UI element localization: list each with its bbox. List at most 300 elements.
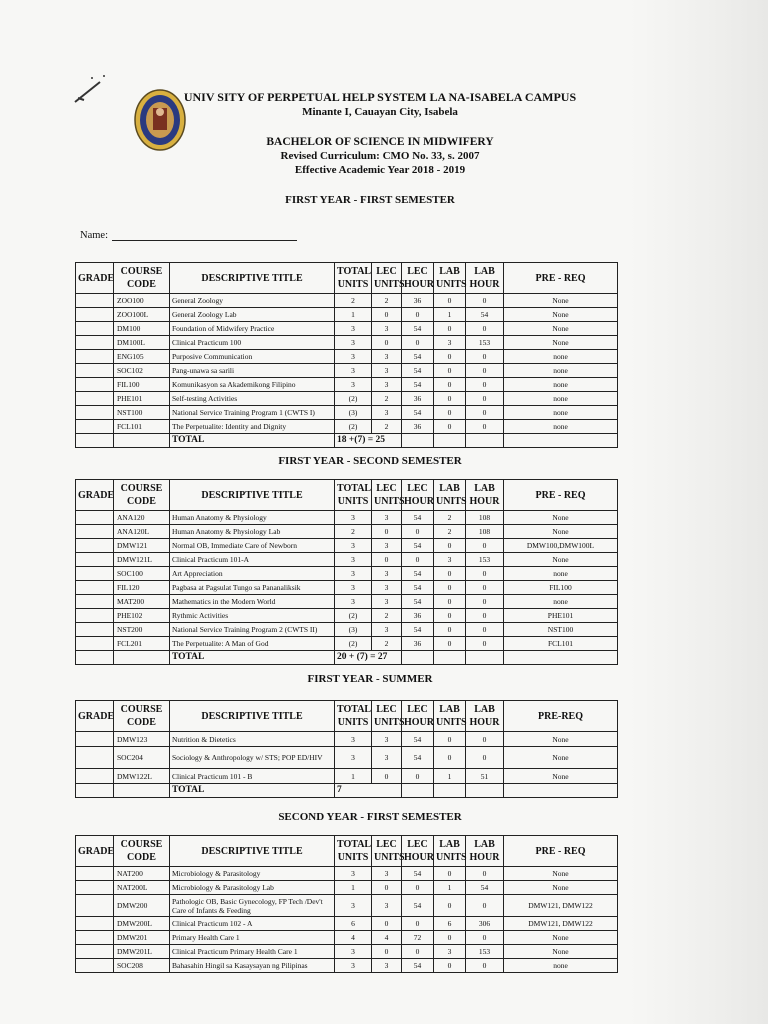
- total-label: TOTAL: [170, 651, 335, 665]
- total-row: [76, 784, 618, 798]
- page-shadow: [630, 0, 768, 1024]
- unit-cell: 0: [434, 732, 466, 747]
- grade-cell: [76, 378, 114, 392]
- course-title: National Service Training Program 2 (CWTS II): [170, 623, 335, 637]
- column-header: LAB UNITS: [434, 836, 466, 867]
- prereq-cell: none: [504, 595, 618, 609]
- unit-cell: 0: [466, 294, 504, 308]
- column-header: LAB HOUR: [466, 480, 504, 511]
- column-header: COURSE CODE: [114, 480, 170, 511]
- prereq-cell: FCL101: [504, 637, 618, 651]
- course-title: Art Appreciation: [170, 567, 335, 581]
- unit-cell: 0: [434, 747, 466, 769]
- course-code: FCL101: [114, 420, 170, 434]
- unit-cell: 54: [402, 511, 434, 525]
- unit-cell: 0: [402, 553, 434, 567]
- unit-cell: 3: [335, 322, 372, 336]
- table-row: [76, 336, 618, 350]
- unit-cell: 54: [466, 308, 504, 322]
- unit-cell: 3: [335, 867, 372, 881]
- column-header: TOTAL UNITS: [335, 263, 372, 294]
- unit-cell: 36: [402, 637, 434, 651]
- unit-cell: 0: [466, 581, 504, 595]
- unit-cell: 0: [466, 959, 504, 973]
- grade-cell: [76, 732, 114, 747]
- table-row: [76, 322, 618, 336]
- column-header: TOTAL UNITS: [335, 836, 372, 867]
- unit-cell: 3: [434, 336, 466, 350]
- course-code: DMW200: [114, 895, 170, 917]
- unit-cell: (2): [335, 637, 372, 651]
- grade-cell: [76, 867, 114, 881]
- section-title: FIRST YEAR - FIRST SEMESTER: [285, 194, 455, 206]
- program-title: BACHELOR OF SCIENCE IN MIDWIFERY: [266, 136, 494, 148]
- unit-cell: 3: [335, 350, 372, 364]
- unit-cell: 0: [466, 392, 504, 406]
- table-row: [76, 553, 618, 567]
- grade-cell: [76, 567, 114, 581]
- unit-cell: 0: [466, 420, 504, 434]
- unit-cell: 1: [434, 769, 466, 784]
- unit-cell: 0: [466, 595, 504, 609]
- course-code: NAT200: [114, 867, 170, 881]
- unit-cell: 3: [372, 895, 402, 917]
- unit-cell: 0: [434, 364, 466, 378]
- table-row: [76, 581, 618, 595]
- table-row: [76, 539, 618, 553]
- table-row: [76, 378, 618, 392]
- unit-cell: 0: [466, 732, 504, 747]
- grade-cell: [76, 959, 114, 973]
- table-row: [76, 525, 618, 539]
- column-header: LEC UNITS: [372, 480, 402, 511]
- course-code: [114, 784, 170, 798]
- unit-cell: 1: [335, 881, 372, 895]
- course-title: Clinical Practicum 101 - B: [170, 769, 335, 784]
- unit-cell: 51: [466, 769, 504, 784]
- unit-cell: 0: [466, 867, 504, 881]
- section-title: SECOND YEAR - FIRST SEMESTER: [278, 811, 462, 823]
- unit-cell: 0: [434, 895, 466, 917]
- unit-cell: 0: [434, 931, 466, 945]
- unit-cell: 6: [434, 917, 466, 931]
- unit-cell: 0: [434, 392, 466, 406]
- unit-cell: 36: [402, 609, 434, 623]
- course-code: [114, 434, 170, 448]
- unit-cell: 0: [466, 406, 504, 420]
- table-header-row: [76, 263, 618, 294]
- unit-cell: 0: [372, 945, 402, 959]
- course-title: Self-testing Activities: [170, 392, 335, 406]
- table-row: [76, 595, 618, 609]
- grade-cell: [76, 595, 114, 609]
- name-field: [80, 230, 297, 241]
- curriculum-table: [75, 835, 618, 973]
- unit-cell: 3: [335, 732, 372, 747]
- course-code: NST100: [114, 406, 170, 420]
- unit-cell: 54: [402, 567, 434, 581]
- column-header: DESCRIPTIVE TITLE: [170, 263, 335, 294]
- course-title: Pagbasa at Pagsulat Tungo sa Pananaliksik: [170, 581, 335, 595]
- unit-cell: 2: [434, 525, 466, 539]
- unit-cell: 0: [372, 881, 402, 895]
- grade-cell: [76, 364, 114, 378]
- table-row: [76, 895, 618, 917]
- curriculum-table: [75, 479, 618, 665]
- unit-cell: 153: [466, 336, 504, 350]
- course-code: DMW200L: [114, 917, 170, 931]
- course-code: ANA120: [114, 511, 170, 525]
- unit-cell: 54: [402, 595, 434, 609]
- prereq-cell: none: [504, 364, 618, 378]
- unit-cell: 54: [402, 623, 434, 637]
- unit-cell: 0: [434, 623, 466, 637]
- course-title: Clinical Practicum 102 - A: [170, 917, 335, 931]
- course-code: DM100: [114, 322, 170, 336]
- effective-year: Effective Academic Year 2018 - 2019: [294, 164, 466, 176]
- unit-cell: 2: [335, 525, 372, 539]
- unit-cell: (2): [335, 420, 372, 434]
- unit-cell: 3: [372, 364, 402, 378]
- table-row: [76, 420, 618, 434]
- unit-cell: 0: [372, 917, 402, 931]
- unit-cell: 0: [372, 525, 402, 539]
- course-title: The Perpetualite: Identity and Dignity: [170, 420, 335, 434]
- unit-cell: 0: [434, 959, 466, 973]
- course-code: ANA120L: [114, 525, 170, 539]
- course-title: Foundation of Midwifery Practice: [170, 322, 335, 336]
- total-row: [76, 434, 618, 448]
- prereq-cell: none: [504, 392, 618, 406]
- unit-cell: 3: [372, 350, 402, 364]
- unit-cell: 108: [466, 525, 504, 539]
- column-header: LEC UNITS: [372, 263, 402, 294]
- column-header: COURSE CODE: [114, 836, 170, 867]
- course-code: ZOO100L: [114, 308, 170, 322]
- grade-cell: [76, 917, 114, 931]
- column-header: PRE-REQ: [504, 701, 618, 732]
- prereq-cell: None: [504, 769, 618, 784]
- prereq-cell: none: [504, 567, 618, 581]
- column-header: LAB UNITS: [434, 480, 466, 511]
- column-header: PRE - REQ: [504, 480, 618, 511]
- unit-cell: 0: [402, 308, 434, 322]
- prereq-cell: PHE101: [504, 609, 618, 623]
- prereq-cell: None: [504, 945, 618, 959]
- curriculum-reference: Revised Curriculum: CMO No. 33, s. 2007: [280, 150, 480, 162]
- unit-cell: 0: [466, 931, 504, 945]
- unit-cell: (3): [335, 623, 372, 637]
- table-row: [76, 511, 618, 525]
- unit-cell: 0: [466, 350, 504, 364]
- grade-cell: [76, 308, 114, 322]
- column-header: GRADE: [76, 480, 114, 511]
- unit-cell: 2: [372, 420, 402, 434]
- grade-cell: [76, 931, 114, 945]
- unit-cell: 1: [434, 308, 466, 322]
- column-header: DESCRIPTIVE TITLE: [170, 836, 335, 867]
- prereq-cell: None: [504, 867, 618, 881]
- curriculum-table: [75, 262, 618, 448]
- table-row: [76, 392, 618, 406]
- course-code: MAT200: [114, 595, 170, 609]
- grade-cell: [76, 747, 114, 769]
- section-title: FIRST YEAR - SECOND SEMESTER: [278, 455, 462, 467]
- course-title: Komunikasyon sa Akademikong Filipino: [170, 378, 335, 392]
- empty-cell: [402, 434, 434, 448]
- unit-cell: 3: [335, 945, 372, 959]
- unit-cell: 54: [402, 378, 434, 392]
- course-title: Mathematics in the Modern World: [170, 595, 335, 609]
- unit-cell: 0: [434, 322, 466, 336]
- course-code: DM100L: [114, 336, 170, 350]
- grade-cell: [76, 881, 114, 895]
- unit-cell: 2: [372, 294, 402, 308]
- table-row: [76, 567, 618, 581]
- empty-cell: [504, 784, 618, 798]
- grade-cell: [76, 784, 114, 798]
- unit-cell: 3: [335, 336, 372, 350]
- column-header: LAB UNITS: [434, 263, 466, 294]
- column-header: LEC HOUR: [402, 480, 434, 511]
- course-code: SOC208: [114, 959, 170, 973]
- unit-cell: 0: [402, 881, 434, 895]
- prereq-cell: DMW121, DMW122: [504, 917, 618, 931]
- unit-cell: 0: [372, 308, 402, 322]
- unit-cell: 0: [466, 322, 504, 336]
- unit-cell: 1: [335, 308, 372, 322]
- course-code: DMW201: [114, 931, 170, 945]
- column-header: LEC HOUR: [402, 836, 434, 867]
- unit-cell: 3: [434, 553, 466, 567]
- table-row: [76, 769, 618, 784]
- total-label: TOTAL: [170, 784, 335, 798]
- course-code: ZOO100: [114, 294, 170, 308]
- empty-cell: [466, 434, 504, 448]
- total-row: [76, 651, 618, 665]
- unit-cell: 3: [434, 945, 466, 959]
- table-header-row: [76, 480, 618, 511]
- unit-cell: 153: [466, 553, 504, 567]
- table-row: [76, 406, 618, 420]
- course-code: DMW122L: [114, 769, 170, 784]
- unit-cell: 3: [372, 867, 402, 881]
- unit-cell: 0: [466, 637, 504, 651]
- prereq-cell: None: [504, 294, 618, 308]
- prereq-cell: none: [504, 378, 618, 392]
- empty-cell: [402, 784, 434, 798]
- table-row: [76, 881, 618, 895]
- column-header: COURSE CODE: [114, 701, 170, 732]
- pen-mark-icon: [70, 72, 110, 112]
- course-title: Pathologic OB, Basic Gynecology, FP Tech /Dev't Care of Infants & Feeding: [170, 895, 335, 917]
- prereq-cell: none: [504, 420, 618, 434]
- course-code: SOC204: [114, 747, 170, 769]
- unit-cell: 0: [466, 623, 504, 637]
- course-code: PHE102: [114, 609, 170, 623]
- unit-cell: 4: [335, 931, 372, 945]
- prereq-cell: None: [504, 881, 618, 895]
- column-header: DESCRIPTIVE TITLE: [170, 480, 335, 511]
- course-code: FCL201: [114, 637, 170, 651]
- unit-cell: 0: [434, 581, 466, 595]
- unit-cell: 0: [434, 350, 466, 364]
- unit-cell: 0: [402, 769, 434, 784]
- course-code: FIL120: [114, 581, 170, 595]
- unit-cell: 3: [372, 732, 402, 747]
- grade-cell: [76, 322, 114, 336]
- course-code: NST200: [114, 623, 170, 637]
- column-header: LEC HOUR: [402, 263, 434, 294]
- empty-cell: [466, 784, 504, 798]
- unit-cell: 0: [434, 867, 466, 881]
- course-title: Microbiology & Parasitology Lab: [170, 881, 335, 895]
- column-header: LAB HOUR: [466, 836, 504, 867]
- course-title: Primary Health Care 1: [170, 931, 335, 945]
- total-units: 7: [335, 784, 402, 798]
- course-title: Nutrition & Dietetics: [170, 732, 335, 747]
- grade-cell: [76, 511, 114, 525]
- course-code: [114, 651, 170, 665]
- table-row: [76, 959, 618, 973]
- course-title: Human Anatomy & Physiology: [170, 511, 335, 525]
- unit-cell: 3: [335, 595, 372, 609]
- grade-cell: [76, 350, 114, 364]
- unit-cell: 3: [372, 959, 402, 973]
- prereq-cell: None: [504, 525, 618, 539]
- grade-cell: [76, 769, 114, 784]
- unit-cell: 0: [372, 336, 402, 350]
- unit-cell: 1: [335, 769, 372, 784]
- column-header: DESCRIPTIVE TITLE: [170, 701, 335, 732]
- column-header: GRADE: [76, 836, 114, 867]
- prereq-cell: None: [504, 747, 618, 769]
- unit-cell: 3: [335, 378, 372, 392]
- prereq-cell: None: [504, 553, 618, 567]
- course-code: DMW121: [114, 539, 170, 553]
- column-header: COURSE CODE: [114, 263, 170, 294]
- course-title: Clinical Practicum 101-A: [170, 553, 335, 567]
- unit-cell: 3: [335, 959, 372, 973]
- table-row: [76, 308, 618, 322]
- unit-cell: 0: [434, 595, 466, 609]
- unit-cell: 3: [372, 322, 402, 336]
- empty-cell: [402, 651, 434, 665]
- empty-cell: [466, 651, 504, 665]
- course-code: ENG105: [114, 350, 170, 364]
- grade-cell: [76, 895, 114, 917]
- course-code: NAT200L: [114, 881, 170, 895]
- table-row: [76, 732, 618, 747]
- prereq-cell: None: [504, 308, 618, 322]
- table-row: [76, 931, 618, 945]
- prereq-cell: none: [504, 406, 618, 420]
- course-code: FIL100: [114, 378, 170, 392]
- grade-cell: [76, 406, 114, 420]
- course-title: Bahasahin Hingil sa Kasaysayan ng Pilipinas: [170, 959, 335, 973]
- unit-cell: 54: [402, 350, 434, 364]
- unit-cell: 3: [335, 747, 372, 769]
- unit-cell: 3: [335, 553, 372, 567]
- unit-cell: 0: [466, 378, 504, 392]
- grade-cell: [76, 553, 114, 567]
- unit-cell: 0: [402, 336, 434, 350]
- grade-cell: [76, 623, 114, 637]
- grade-cell: [76, 651, 114, 665]
- unit-cell: 54: [402, 747, 434, 769]
- course-title: Normal OB, Immediate Care of Newborn: [170, 539, 335, 553]
- unit-cell: 3: [335, 581, 372, 595]
- column-header: LAB UNITS: [434, 701, 466, 732]
- unit-cell: 3: [372, 623, 402, 637]
- unit-cell: 153: [466, 945, 504, 959]
- table-row: [76, 917, 618, 931]
- unit-cell: 54: [402, 867, 434, 881]
- unit-cell: 3: [335, 895, 372, 917]
- prereq-cell: None: [504, 511, 618, 525]
- unit-cell: 54: [402, 539, 434, 553]
- empty-cell: [504, 651, 618, 665]
- column-header: LEC UNITS: [372, 836, 402, 867]
- prereq-cell: DMW121, DMW122: [504, 895, 618, 917]
- unit-cell: 3: [335, 539, 372, 553]
- unit-cell: 54: [402, 406, 434, 420]
- unit-cell: 108: [466, 511, 504, 525]
- empty-cell: [434, 434, 466, 448]
- course-title: General Zoology: [170, 294, 335, 308]
- column-header: GRADE: [76, 701, 114, 732]
- unit-cell: 3: [372, 511, 402, 525]
- unit-cell: 54: [402, 959, 434, 973]
- unit-cell: (3): [335, 406, 372, 420]
- grade-cell: [76, 581, 114, 595]
- unit-cell: 0: [434, 378, 466, 392]
- column-header: PRE - REQ: [504, 836, 618, 867]
- course-code: DMW121L: [114, 553, 170, 567]
- unit-cell: 3: [372, 539, 402, 553]
- unit-cell: 0: [434, 567, 466, 581]
- curriculum-table: [75, 700, 618, 798]
- unit-cell: 54: [402, 581, 434, 595]
- prereq-cell: none: [504, 350, 618, 364]
- unit-cell: 2: [434, 511, 466, 525]
- course-code: SOC102: [114, 364, 170, 378]
- prereq-cell: None: [504, 732, 618, 747]
- unit-cell: 0: [402, 917, 434, 931]
- unit-cell: 6: [335, 917, 372, 931]
- course-code: DMW123: [114, 732, 170, 747]
- unit-cell: 2: [372, 609, 402, 623]
- grade-cell: [76, 539, 114, 553]
- course-code: DMW201L: [114, 945, 170, 959]
- unit-cell: 3: [372, 406, 402, 420]
- grade-cell: [76, 336, 114, 350]
- table-row: [76, 350, 618, 364]
- unit-cell: 0: [466, 567, 504, 581]
- unit-cell: 3: [372, 378, 402, 392]
- course-title: National Service Training Program 1 (CWTS I): [170, 406, 335, 420]
- table-row: [76, 637, 618, 651]
- table-row: [76, 609, 618, 623]
- course-title: Pang-unawa sa sarili: [170, 364, 335, 378]
- total-units: 18 +(7) = 25: [335, 434, 402, 448]
- grade-cell: [76, 294, 114, 308]
- prereq-cell: DMW100,DMW100L: [504, 539, 618, 553]
- unit-cell: 4: [372, 931, 402, 945]
- unit-cell: 0: [434, 406, 466, 420]
- unit-cell: 0: [372, 553, 402, 567]
- unit-cell: 0: [434, 420, 466, 434]
